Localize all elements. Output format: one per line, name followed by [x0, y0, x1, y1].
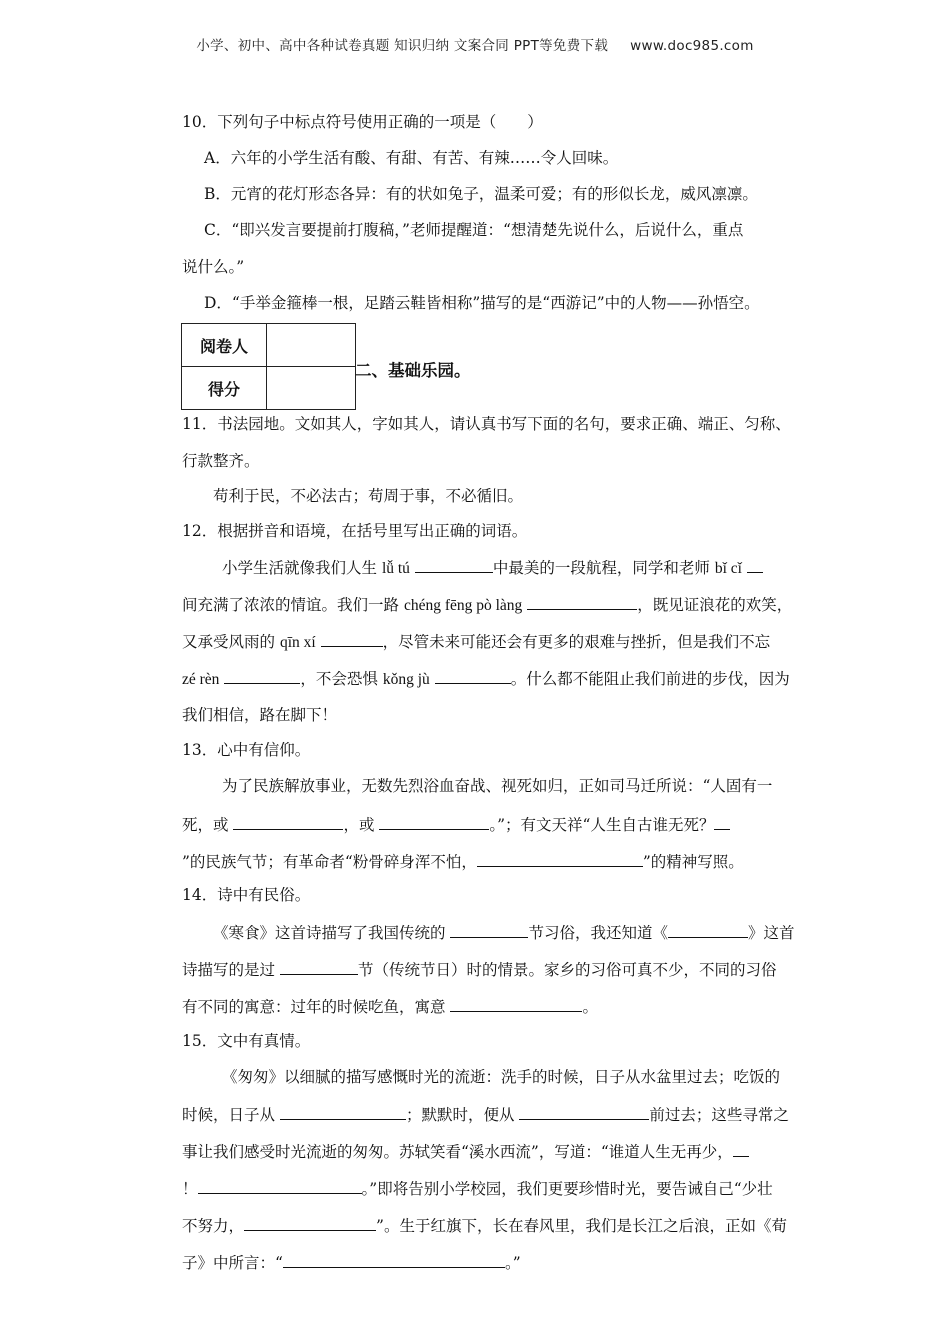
q11-quote: 苟利于民，不必法古；苟周于事，不必循旧。: [213, 487, 524, 505]
text: 。”；有文天祥“人生自古谁无死？: [489, 816, 715, 834]
text: 又承受风雨的: [182, 633, 280, 651]
q15-line6: [182, 1251, 521, 1274]
q11-line1: 11．书法园地。文如其人，字如其人，请认真书写下面的名句，要求正确、端正、匀称、: [182, 415, 791, 433]
pinyin-chengfengpolang: chéng fēng pò làng: [403, 597, 523, 614]
q11-line2: 行款整齐。: [182, 452, 260, 470]
answer-blank[interactable]: [477, 850, 643, 867]
text: 节习俗，我还知道《: [528, 924, 668, 942]
text: 《寒食》这首诗描写了我国传统的: [213, 924, 451, 942]
q10-stem: 10．下列句子中标点符号使用正确的一项是（ ）: [182, 113, 543, 131]
text: 中最美的一段航程，同学和老师: [492, 559, 715, 577]
q12-line2: [182, 593, 792, 617]
text: ，不会恐惧: [300, 670, 383, 688]
q10-option-a: A．六年的小学生活有酸、有甜、有苦、有辣……令人回味。: [204, 149, 619, 167]
q15-line1: 《匆匆》以细腻的描写感慨时光的流逝：洗手的时候，日子从水盆里过去；吃饭的: [222, 1068, 781, 1086]
answer-blank[interactable]: [379, 813, 489, 830]
pinyin-qinxi: qīn xí: [279, 634, 316, 651]
section-title: 二、基础乐园。: [355, 361, 471, 380]
q13-stem: 13．心中有信仰。: [182, 741, 311, 759]
text: 。”即将告别小学校园，我们更要珍惜时光，要告诫自己“少壮: [361, 1180, 773, 1198]
text: ”的民族气节；有革命者“粉骨碎身浑不怕，: [182, 853, 477, 871]
answer-blank[interactable]: [668, 921, 748, 938]
score-table: [181, 323, 356, 410]
q10-option-d: D．“手举金箍棒一根，足踏云鞋皆相称”描写的是“西游记”中的人物——孙悟空。: [204, 294, 760, 312]
text: 死，或: [182, 816, 234, 834]
q13-line2: [182, 813, 730, 836]
q15-line5: [182, 1214, 787, 1237]
pinyin-zeren: zé rèn: [182, 671, 220, 688]
answer-blank[interactable]: [233, 813, 343, 830]
text: 不努力，: [182, 1217, 245, 1235]
page-header: [0, 34, 950, 54]
answer-blank[interactable]: [714, 813, 730, 830]
answer-blank[interactable]: [450, 921, 528, 938]
text: 间充满了浓浓的情谊。我们一路: [182, 596, 404, 614]
answer-blank[interactable]: [280, 1103, 406, 1120]
answer-blank[interactable]: [283, 1251, 505, 1268]
header-text: 小学、初中、高中各种试卷真题 知识归纳 文案合同 PPT等免费下载: [196, 38, 609, 54]
pinyin-lutu: lǚ tú: [381, 560, 410, 577]
answer-blank[interactable]: [450, 995, 582, 1012]
answer-blank[interactable]: [321, 630, 383, 647]
answer-blank[interactable]: [244, 1214, 376, 1231]
answer-blank[interactable]: [527, 593, 637, 610]
text: 时候，日子从: [182, 1106, 280, 1124]
answer-blank[interactable]: [747, 556, 763, 573]
score-label: 得分: [182, 367, 267, 410]
text: 前过去；这些寻常之: [649, 1106, 789, 1124]
text: ，尽管未来可能还会有更多的艰难与挫折，但是我们不忘: [382, 633, 771, 651]
header-url[interactable]: www.doc985.com: [630, 38, 754, 54]
q15-line2: [182, 1103, 789, 1126]
q12-line3: [182, 630, 770, 654]
text: 节（传统节日）时的情景。家乡的习俗可真不少，不同的习俗: [357, 961, 777, 979]
q10-option-c-line2: 说什么。”: [182, 258, 245, 276]
q10-option-c-line1: C．“即兴发言要提前打腹稿，”老师提醒道：“想清楚先说什么，后说什么，重点: [204, 221, 744, 239]
q10-option-b: B．元宵的花灯形态各异：有的状如兔子，温柔可爱；有的形似长龙，威风凛凛。: [204, 185, 758, 203]
grader-label: 阅卷人: [182, 324, 267, 367]
text: ”。生于红旗下，长在春风里，我们是长江之后浪，正如《荀: [376, 1217, 787, 1235]
answer-blank[interactable]: [415, 556, 493, 573]
text: 。”: [504, 1254, 521, 1272]
q12-line5: 我们相信，路在脚下！: [182, 706, 338, 724]
q13-line1: 为了民族解放事业，无数先烈浴血奋战、视死如归，正如司马迁所说：“人固有一: [222, 777, 773, 795]
q13-line3: [182, 850, 744, 873]
answer-blank[interactable]: [519, 1103, 649, 1120]
grader-cell[interactable]: [267, 324, 356, 367]
text: 有不同的寓意：过年的时候吃鱼，寓意: [182, 998, 451, 1016]
text: ”的精神写照。: [642, 853, 744, 871]
answer-blank[interactable]: [435, 667, 511, 684]
text: ，既见证浪花的欢笑，: [637, 596, 793, 614]
text: 事让我们感受时光流逝的匆匆。苏轼笑看“溪水西流”，写道：“谁道人生无再少，: [182, 1143, 733, 1161]
pinyin-bici: bǐ cǐ: [714, 560, 742, 577]
score-cell[interactable]: [267, 367, 356, 410]
text: ，或: [343, 816, 380, 834]
q12-stem: 12．根据拼音和语境，在括号里写出正确的词语。: [182, 522, 528, 540]
text: 》这首: [747, 924, 795, 942]
answer-blank[interactable]: [198, 1177, 362, 1194]
q14-line3: [182, 995, 598, 1018]
q14-line1: [213, 921, 794, 944]
text: 小学生活就像我们人生: [222, 559, 382, 577]
q12-line4: [182, 667, 790, 691]
text: ！: [182, 1180, 198, 1198]
answer-blank[interactable]: [280, 958, 358, 975]
q15-line4: [182, 1177, 773, 1200]
q14-line2: [182, 958, 776, 981]
text: 子》中所言：“: [182, 1254, 283, 1272]
q12-line1: [222, 556, 763, 580]
answer-blank[interactable]: [733, 1140, 749, 1157]
text: ；默默时，便从: [405, 1106, 520, 1124]
q15-line3: [182, 1140, 749, 1163]
text: 。: [582, 998, 598, 1016]
q15-stem: 15．文中有真情。: [182, 1032, 311, 1050]
q14-stem: 14．诗中有民俗。: [182, 886, 311, 904]
text: 诗描写的是过: [182, 961, 280, 979]
text: 。什么都不能阻止我们前进的步伐，因为: [510, 670, 790, 688]
answer-blank[interactable]: [224, 667, 300, 684]
pinyin-kongju: kǒng jù: [382, 671, 430, 688]
